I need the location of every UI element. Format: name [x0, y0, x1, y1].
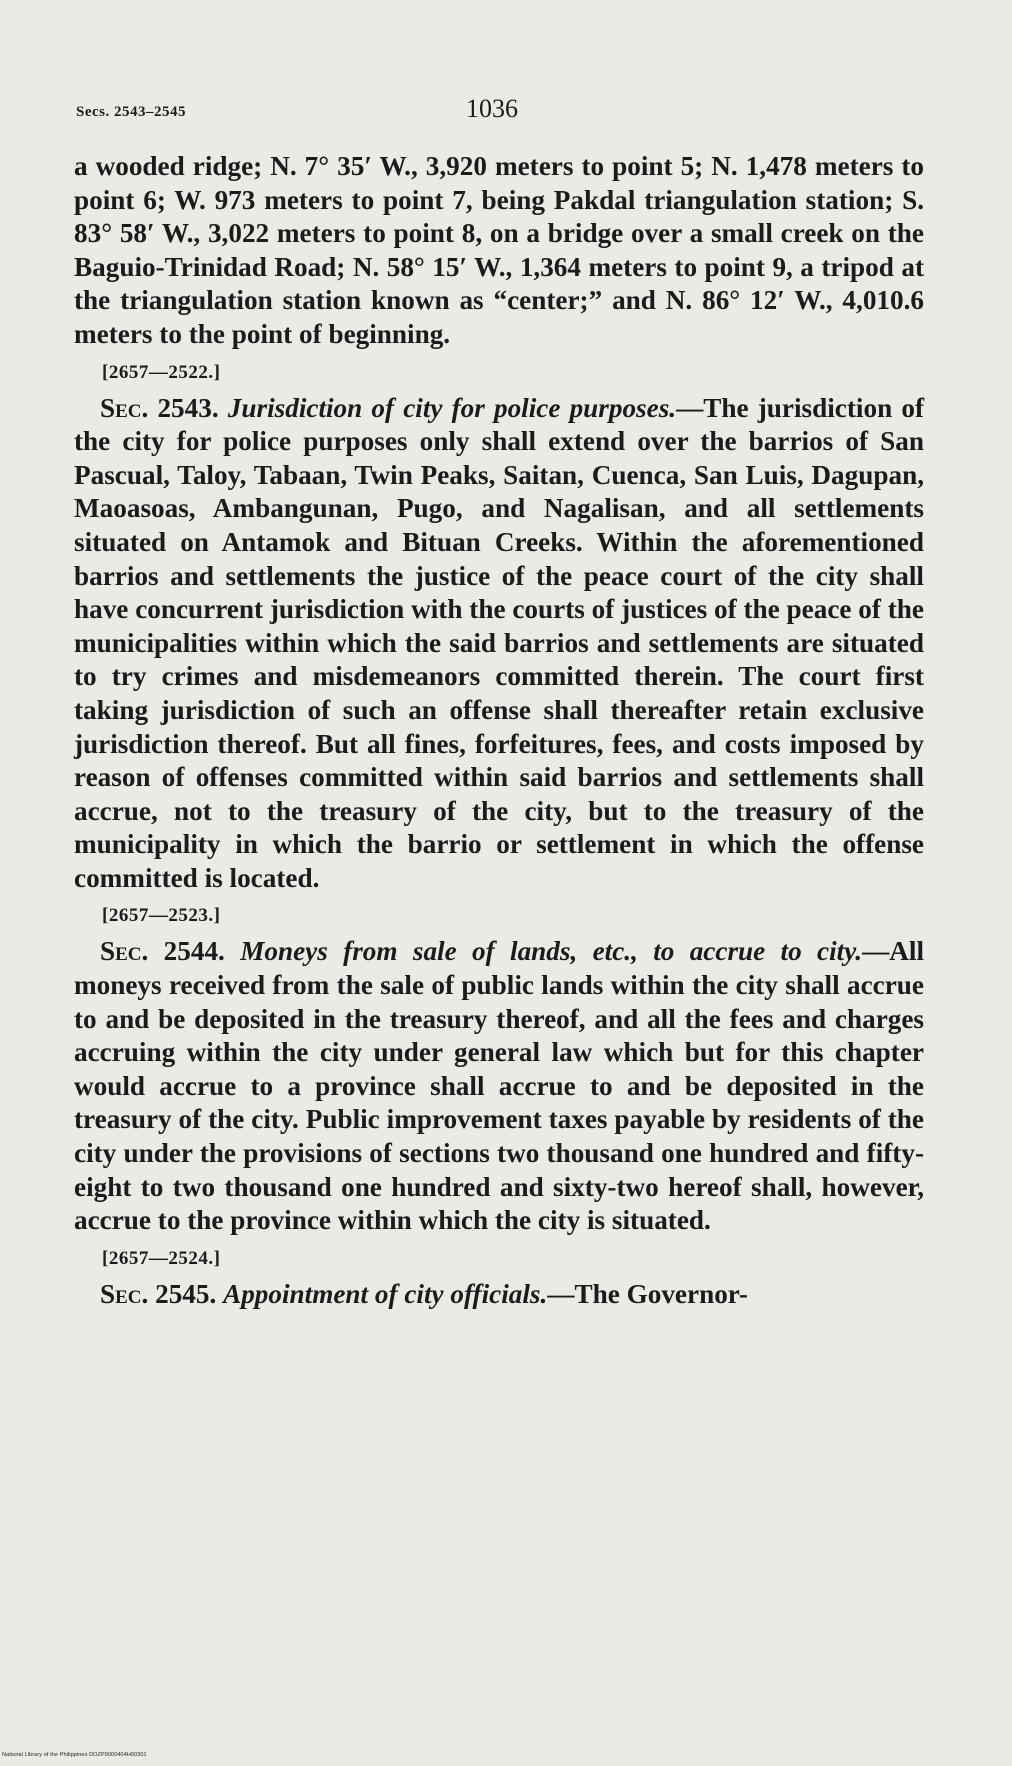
body-text — [74, 150, 924, 1311]
section-text: —All moneys received from the sale of public lands within the city shall accrue to and be deposited in the treasury thereof, and all the fees and charges accruing within the city under general law which but for this chapter would accrue to a province shall accrue to and be deposited in the treasury of the city. Public improvement taxes payable by residents of the city under the provisions of sections two thousand one hundred and fifty-eight to two thousand one hundred and sixty-two hereof shall, however, accrue to the province within which the city is situated. — [74, 936, 925, 1236]
section-heading: Moneys from sale of lands, etc., to accrue to city. — [240, 936, 863, 967]
page-number: 1036 — [466, 94, 518, 123]
section-label: Sec. 2544. — [100, 936, 225, 967]
section-2544 — [74, 935, 924, 1237]
citation-2544: [2657—2523.] — [102, 905, 221, 927]
section-heading: Appointment of city officials. — [223, 1278, 548, 1309]
intro-paragraph: a wooded ridge; N. 7° 35′ W., 3,920 meters to point 5; N. 1,478 meters to point 6; W. 973 meters to point 7, being Pakdal triangulation station; S. 83° 58′ W., 3,022 meters to point 8, on a bridge over a small creek on the Baguio-Trinidad Road; N. 58° 15′ W., 1,364 meters to point 9, a tripod at the triangulation station known as “center;” and N. 86° 12′ W., 4,010.6 meters to the point of beginning. — [74, 151, 924, 349]
section-label: Sec. 2545. — [100, 1278, 217, 1309]
archive-stamp: National Library of the Philippines DOZP9000404H00301 — [2, 1752, 147, 1758]
section-label: Sec. 2543. — [100, 392, 219, 423]
citation-2545: [2657—2524.] — [102, 1247, 221, 1269]
page-header — [76, 92, 936, 132]
section-2543 — [74, 392, 924, 896]
section-text: —The Governor- — [547, 1278, 748, 1309]
section-text: —The jurisdiction of the city for police purposes only shall extend over the barrios of San Pascual, Taloy, Tabaan, Twin Peaks, Saitan, Cuenca, San Luis, Dagupan, Maoasoas, Ambangunan, Pugo, and Nagalisan, and all settlements situated on Antamok and Bituan Creeks. Within the aforementioned barrios and settlements the justice of the peace court of the city shall have concurrent jurisdiction with the courts of justices of the peace of the municipalities within which the said barrios and settlements are situated to try crimes and misdemeanors committed therein. The court first taking jurisdiction of such an offense shall thereafter retain exclusive jurisdiction thereof. But all fines, forfeitures, fees, and costs imposed by reason of offenses committed within said barrios and settlements shall accrue, not to the treasury of the city, but to the treasury of the municipality in which the barrio or settlement in which the offense committed is located. — [74, 392, 924, 893]
section-heading: Jurisdiction of city for police purposes. — [227, 392, 677, 423]
citation-2543: [2657—2522.] — [102, 361, 221, 383]
section-2545 — [74, 1278, 924, 1312]
section-range-label: Secs. 2543–2545 — [76, 104, 186, 120]
